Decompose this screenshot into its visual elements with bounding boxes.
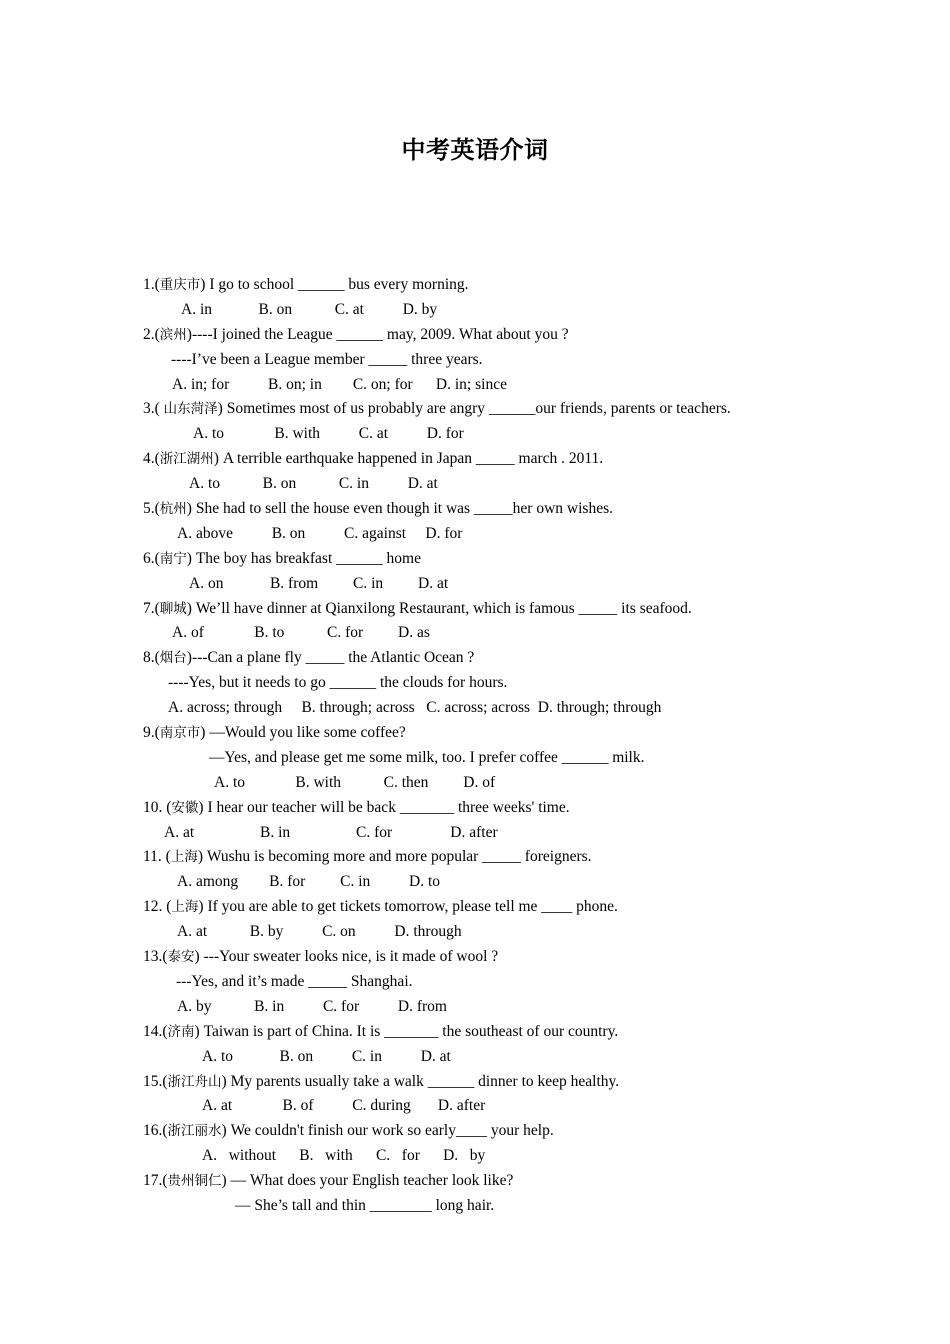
question-line — [143, 721, 863, 746]
question-line — [143, 945, 863, 970]
answer-options: A. to B. with C. then D. of — [214, 773, 496, 791]
question-source: 南京市 — [159, 725, 201, 742]
question-number: 7.( — [143, 599, 160, 617]
question-number: 4.( — [143, 450, 160, 468]
question-text: ) —Would you like some coffee? — [200, 724, 406, 742]
question-text: ) A terrible earthquake happened in Japan _____ march . 2011. — [213, 450, 604, 468]
question-line — [143, 1020, 863, 1045]
question-number: 17.( — [143, 1172, 168, 1190]
question-number: 10. ( — [143, 798, 172, 816]
answer-options: A. to B. with C. at D. for — [193, 425, 464, 443]
question-text: ) Taiwan is part of China. It is _______ the southeast of our country. — [194, 1022, 619, 1040]
question-text: ) She had to sell the house even though it was _____her own wishes. — [186, 500, 613, 518]
question-source: 南宁 — [159, 550, 187, 567]
question-number: 1.( — [143, 276, 160, 293]
answer-options: A. to B. on C. in D. at — [189, 475, 438, 493]
question-number: 8.( — [143, 649, 160, 667]
question-number: 5.( — [143, 500, 160, 518]
question-text: ) We’ll have dinner at Qianxilong Restaurant, which is famous _____ its seafood. — [186, 599, 692, 617]
question-text: ) — What does your English teacher look like? — [221, 1172, 514, 1190]
question-source: 山东菏泽 — [163, 401, 218, 418]
question-text: ) If you are able to get tickets tomorrow, please tell me ____ phone. — [198, 898, 618, 916]
question-number: 2.( — [143, 325, 160, 343]
question-text: )----I joined the League ______ may, 2009. What about you ? — [186, 325, 569, 343]
question-source: 贵州铜仁 — [167, 1173, 222, 1190]
question-line — [143, 447, 863, 472]
question-source: 泰安 — [167, 949, 195, 966]
question-text: ) The boy has breakfast ______ home — [186, 549, 421, 567]
question-source: 滨州 — [159, 326, 187, 343]
question-line — [143, 845, 863, 870]
question-number: 15.( — [143, 1072, 168, 1090]
answer-options: A. across; through B. through; across C. across; across D. through; through — [168, 699, 662, 717]
answer-options: A. on B. from C. in D. at — [189, 574, 449, 592]
question-line — [143, 273, 863, 298]
answer-options: A. at B. of C. during D. after — [202, 1097, 486, 1115]
question-number: 3.( — [143, 400, 164, 418]
question-number: 13.( — [143, 948, 168, 966]
question-source: 浙江湖州 — [159, 451, 214, 468]
answer-options: A. in; for B. on; in C. on; for D. in; since — [172, 375, 507, 393]
page-title: 中考英语介词 — [401, 136, 549, 164]
question-number: 16.( — [143, 1122, 168, 1140]
answer-options: A. by B. in C. for D. from — [177, 997, 447, 1015]
question-text: ) My parents usually take a walk ______ dinner to keep healthy. — [221, 1072, 620, 1090]
question-source: 浙江舟山 — [167, 1073, 222, 1090]
answer-options: A. at B. by C. on D. through — [177, 923, 462, 941]
question-line — [143, 1070, 863, 1095]
answer-options: A. among B. for C. in D. to — [177, 873, 441, 891]
question-source: 聊城 — [159, 600, 187, 617]
question-line — [143, 895, 863, 920]
document-body — [143, 273, 863, 1219]
question-text: ) I hear our teacher will be back _______ three weeks' time. — [198, 798, 570, 816]
question-text: ) I go to school ______ bus every morning. — [200, 276, 469, 293]
question-text: ) Wushu is becoming more and more popular _____ foreigners. — [197, 848, 592, 866]
question-number: 6.( — [143, 549, 160, 567]
answer-options: A. to B. on C. in D. at — [202, 1047, 451, 1065]
question-number: 9.( — [143, 724, 160, 742]
question-line — [143, 497, 863, 522]
question-source: 杭州 — [159, 501, 187, 518]
question-source: 安徽 — [171, 799, 199, 816]
question-line — [143, 547, 863, 572]
question-source: 上海 — [170, 849, 198, 866]
question-line — [143, 1169, 863, 1194]
question-number: 14.( — [143, 1022, 168, 1040]
answer-options: A. without B. with C. for D. by — [202, 1147, 486, 1165]
question-text: ) ---Your sweater looks nice, is it made of wool ? — [194, 948, 499, 966]
question-line — [143, 1119, 863, 1144]
dialogue-line: ----I’ve been a League member _____ three years. — [171, 350, 483, 368]
question-line — [143, 323, 863, 348]
question-source: 烟台 — [159, 650, 187, 667]
question-text: ) Sometimes most of us probably are angry ______our friends, parents or teachers. — [217, 400, 731, 418]
question-source: 重庆市 — [159, 277, 201, 293]
question-source: 浙江丽水 — [167, 1123, 222, 1140]
question-line — [143, 597, 863, 622]
dialogue-line: ----Yes, but it needs to go ______ the clouds for hours. — [168, 674, 508, 692]
question-line — [143, 796, 863, 821]
question-line — [143, 646, 863, 671]
answer-options: A. above B. on C. against D. for — [177, 524, 463, 542]
question-source: 济南 — [167, 1023, 195, 1040]
dialogue-line: —Yes, and please get me some milk, too. I prefer coffee ______ milk. — [209, 748, 645, 766]
answer-options: A. at B. in C. for D. after — [164, 823, 498, 841]
answer-options: A. of B. to C. for D. as — [172, 624, 430, 642]
question-text: )---Can a plane fly _____ the Atlantic Ocean ? — [186, 649, 475, 667]
question-line — [143, 397, 863, 422]
question-text: ) We couldn't finish our work so early____ your help. — [221, 1122, 554, 1140]
question-number: 11. ( — [143, 848, 171, 866]
question-source: 上海 — [171, 899, 199, 916]
question-number: 12. ( — [143, 898, 172, 916]
dialogue-line: ---Yes, and it’s made _____ Shanghai. — [176, 972, 413, 990]
dialogue-line: — She’s tall and thin ________ long hair. — [235, 1196, 495, 1214]
answer-options: A. in B. on C. at D. by — [181, 300, 438, 318]
